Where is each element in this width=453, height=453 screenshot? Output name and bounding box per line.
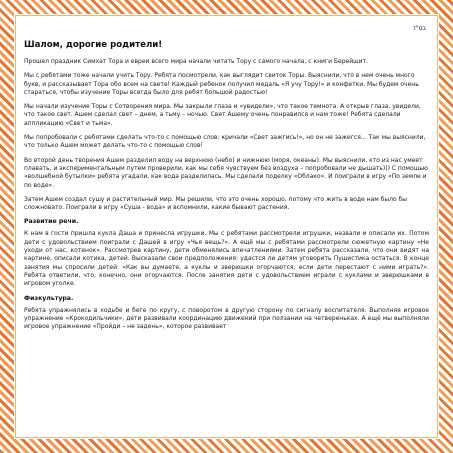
section-text-pe: Ребята упражнялись в ходьбе и беге по кругу, с поворотом в другую сторону по сигналу воспитателя. Выполняя игровое упражнение «Крокодильчики», дети развивали координацию движений при ползании на четвереньках. А ещё мы выполняли игровое упражнение «Пройди – не задень», которое развивает: [24, 306, 429, 331]
letter-title: Шалом, дорогие родители!: [24, 40, 163, 50]
paragraph: Мы попробовали с ребятами сделать что-то с помощью слов: кричали «Свет зажгись!», но он не зажегся… Так мы выяснили, что только Ашем может делать что-то с помощью слов!: [24, 134, 426, 150]
paragraph: Мы начали изучение Торы с Сотворения мира. Мы закрыли глаза и «увидели», что такое темнота. А открыв глаза, увидели, что такое свет. Ашем сделал свет – днем, а тьму – ночью. Свет Ашему очень понравился и нам тоже! Ребята сделали аппликацию «Свет и тьма».: [24, 103, 421, 127]
letter-content: [24, 26, 429, 444]
paragraph: Во второй день творения Ашем разделил воду на верхнюю (небо) и нижнюю (моря, океаны). Мы выяснили, кто из нас умеет плавать, и экспериментальным путем проверили, как мы себя чувствуем без воздуха – попробовали не дышать))) С помощью «волшебной бутылки» ребята угадали, как вода разделилась. Мы сделали поделку «Облако». И поиграли в игру «По земле и по воде».: [24, 156, 428, 189]
section-heading-speech: Развитие речи.: [24, 218, 79, 226]
paragraph: Прошел праздник Симхат Тора и евреи всего мира начали читать Тору с самого начала, с книги Берейшит.: [24, 58, 368, 65]
section-text-speech: К нам в гости пришла кукла Даша и принесла игрушки. Мы с ребятами рассмотрели игрушки, назвали и описали их. Потом дети с удовольствием поиграли с Дашей в игру «Чья вещь?». А ещё мы с ребятами рассмотрели сюжетную картину «Не уходи от нас, котенок». Рассмотрев картину, дети обменялись впечатлениями. Затем ребята рассказали, что они видят на картине, описали котика, детей. Высказали свои предположения: удастся ли детям уговорить Пушистика остаться. В конце занятия мы спросили детей: «Как вы думаете, а куклы и зверюшки огорчаются, если дети перестают с ними играть?». Ребята ответили, что, конечно, они огорчаются. После занятия дети с удовольствием играли с куклами и зверюшками в игровом уголке.: [24, 230, 429, 288]
paragraph: Затем Ашем создал сушу и растительный мир. Мы решили, что это очень хорошо, потому что жить в воде нам было бы сложновато. Поиграли в игру «Суша - вода» и вспомнили, какие бывают растения.: [24, 195, 407, 212]
paragraph: Мы с ребятами тоже начали учить Тору. Ребята посмотрели, как выглядит свиток Торы. Выяснили, что в нем очень много букв, и рассказывает Тора обо всем на свете! Каждый ребенок получил медаль «Я учу Тору!» и конфетки. Мы будем очень стараться, чтобы изучение Торы всегда было для ребят большой радостью!: [24, 72, 419, 96]
section-heading-pe: Физкультура.: [24, 294, 74, 302]
bsd-mark: בס"ד: [412, 25, 426, 32]
